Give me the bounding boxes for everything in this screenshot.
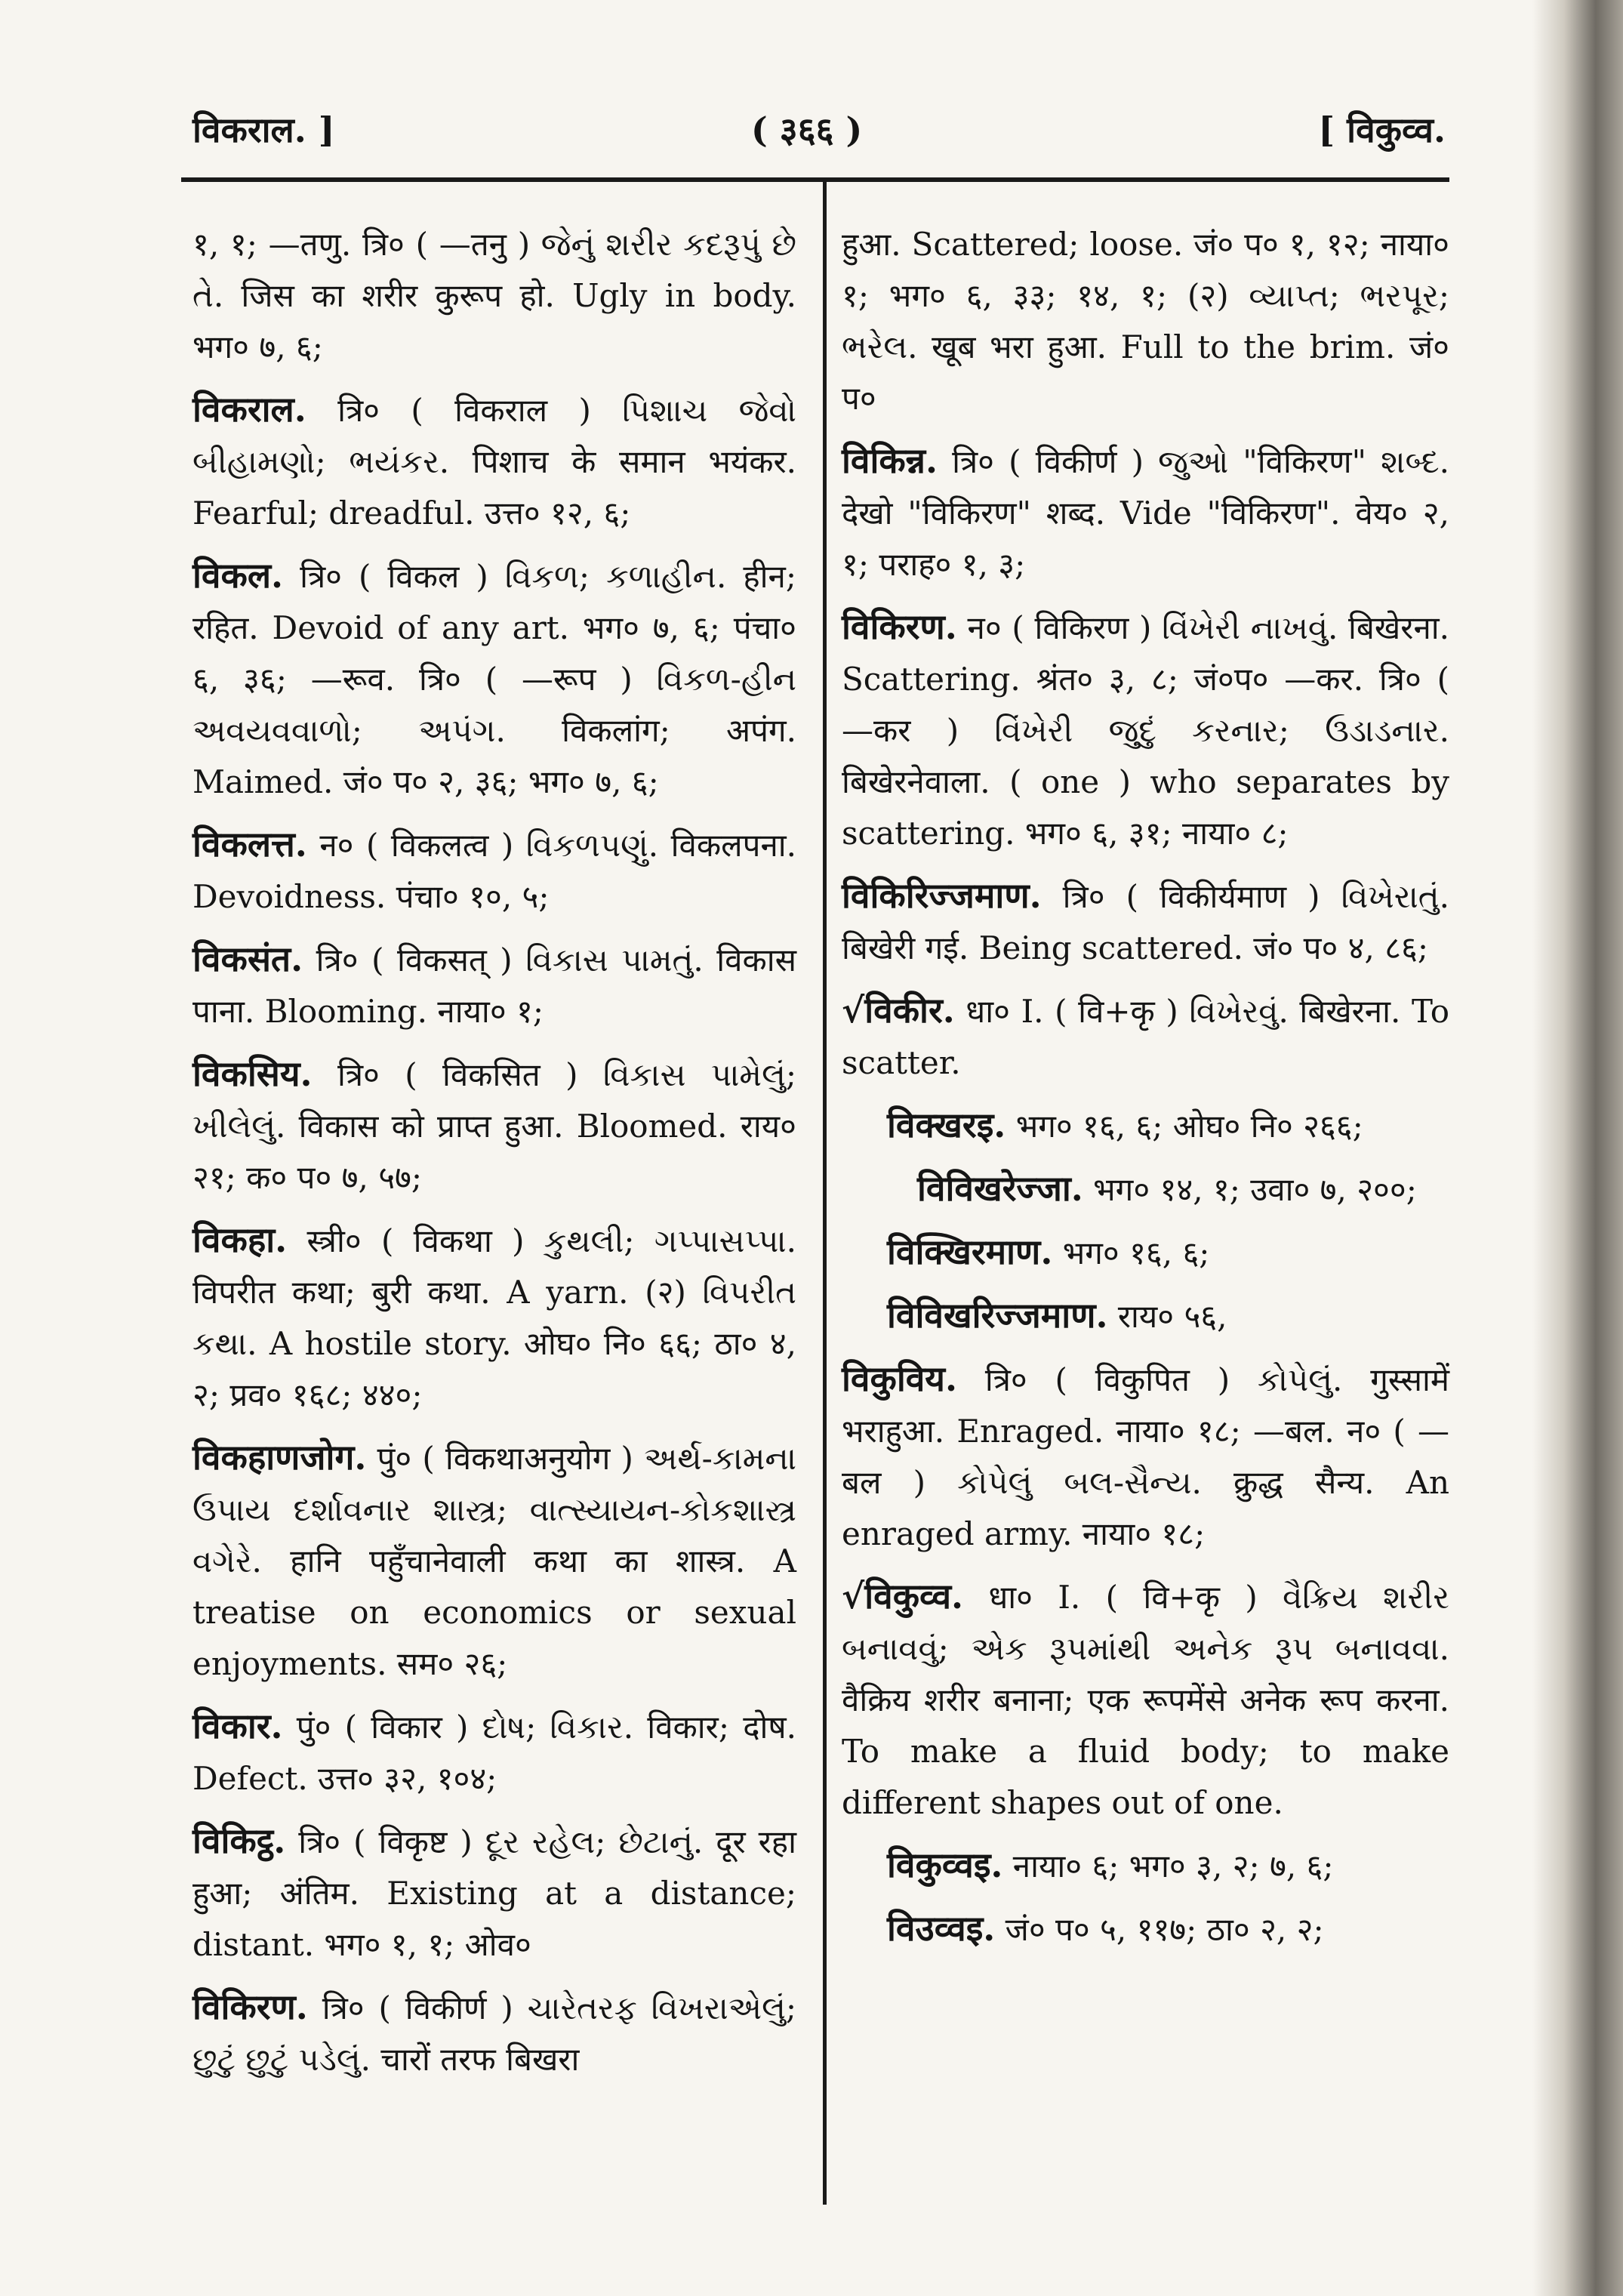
page-edge <box>1532 0 1623 2296</box>
entry-headword: विकसंत. <box>192 938 303 979</box>
entry-headword: विविखरिज्जमाण. <box>887 1295 1108 1336</box>
entry-headword: विकिरिज्जमाण. <box>842 875 1042 916</box>
entry-text: त्रि० ( विकीर्ण ) ચારેતરફ વિખરાએલું; છુટું છુટું પડેલું. चारों तरफ बिखरा <box>192 1989 796 2078</box>
entry-headword: विकसिय. <box>192 1053 313 1094</box>
entry-headword: √विकुव्व. <box>842 1576 964 1616</box>
entry-text: त्रि० ( विकसित ) વિકાસ પામેલું; ખીલેલું. विकास को प्राप्त हुआ. Bloomed. राय० २१; क० प० ७, ५७; <box>192 1056 796 1196</box>
header-first-word: विकराल. ] <box>192 109 335 150</box>
entry-text: त्रि० ( विकीर्यमाण ) વિખેરાતું. बिखेरी गई. Being scattered. जं० प० ४, ८६; <box>842 878 1450 966</box>
dictionary-subentry <box>842 1099 1449 1152</box>
entry-headword: विकलत्त. <box>192 824 307 864</box>
entry-text: स्त्री० ( विकथा ) કુથલી; ગપ્પાસપ્પા. विपरीत कथा; बुरी कथा. A yarn. (२) વિપરીત કથા. A hostile story. ओघ० नि० ६६; ठा० ४, २; प्रव० १६८; ४४०; <box>192 1222 796 1413</box>
entry-headword: विकिट्ठ. <box>192 1820 286 1861</box>
entry-headword: विक्खरइ. <box>887 1105 1006 1145</box>
dictionary-entry <box>192 1815 796 1971</box>
entry-text: भग० १६, ६; ओघ० नि० २६६; <box>1015 1108 1363 1145</box>
dictionary-subentry <box>842 1226 1449 1279</box>
entry-text: भग० १६, ६; <box>1062 1234 1210 1271</box>
dictionary-entry <box>192 384 796 539</box>
dictionary-subentry <box>842 1163 1449 1216</box>
dictionary-entry <box>192 1700 796 1804</box>
entry-text: १, १; —तणु. त्रि० ( —तनु ) જેનું શરીર કદરૂપું છે તે. जिस का शरीर कुरूप हो. Ugly in body. भग० ७, ६; <box>192 226 796 365</box>
entry-text: त्रि० ( विकुपित ) કોપેલું. गुस्सामें भराहुआ. Enraged. नाया० १८; —बल. न० ( —बल ) કોપેલું બલ-સૈન્ય. क्रुद्ध सैन्य. An enraged army. नाया० १८; <box>842 1361 1449 1552</box>
entry-text: जं० प० ५, ११७; ठा० २, २; <box>1005 1911 1324 1948</box>
entry-headword: विकिरण. <box>192 1986 308 2027</box>
dictionary-entry <box>192 1214 796 1421</box>
entry-headword: विकल. <box>192 555 284 596</box>
entry-headword: विकिन्न. <box>842 440 938 481</box>
left-column <box>192 219 796 2096</box>
entry-text: हुआ. Scattered; loose. जं० प० १, १२; नाया० १; भग० ६, ३३; १४, १; (२) વ્યાપ્ત; ભરપૂર; ભરેલ. खूब भरा हुआ. Full to the brim. जं० प० <box>842 226 1449 417</box>
dictionary-subentry <box>842 1839 1449 1892</box>
dictionary-entry <box>842 985 1449 1089</box>
entry-headword: विक्खिरमाण. <box>887 1231 1053 1272</box>
entry-headword: विकुव्वइ. <box>887 1845 1003 1885</box>
dictionary-entry <box>192 933 796 1037</box>
dictionary-entry <box>192 818 796 923</box>
dictionary-entry <box>192 219 796 373</box>
entry-text: पुं० ( विकार ) દોષ; વિકાર. विकार; दोष. Defect. उत्त० ३२, १०४; <box>192 1709 797 1797</box>
entry-text: पुं० ( विकथाअनुयोग ) અર્થ-કામના ઉપાય દર્શાવનાર શાસ્ત્ર; વાત્સ્યાયન-કોકશાસ્ત્ર વગેરે. हानि पहुँचानेवाली कथा का शास्त्र. A treatise on economics or sexual enjoyments. सम० २६; <box>192 1440 796 1682</box>
dictionary-entry <box>192 1981 796 2085</box>
dictionary-entry <box>842 601 1449 859</box>
entry-text: भग० १४, १; उवा० ७, २००; <box>1093 1171 1417 1208</box>
dictionary-subentry <box>842 1290 1449 1342</box>
dictionary-entry <box>842 1353 1449 1560</box>
entry-headword: विकराल. <box>192 389 306 430</box>
entry-text: न० ( विकिरण ) વિંખેરી નાખવું. बिखेरना. Scattering. श्रंत० ३, ८; जं०प० —कर. त्रि० ( —कर ) વિંખેરી જુદું કરનાર; ઉડાડનાર. बिखेरनेवाला. ( one ) who separates by scattering. भग० ६, ३१; नाया० ८; <box>842 609 1449 852</box>
dictionary-entry <box>192 1432 796 1690</box>
entry-headword: √विकीर. <box>842 990 955 1031</box>
entry-text: धा० I. ( वि+कृ ) વિખેરવું. बिखेरना. To scatter. <box>842 993 1449 1081</box>
entry-text: त्रि० ( विकीर्ण ) જુઓ "विकिरण" શબ્દ. देखो "विकिरण" शब्द. Vide "विकिरण". वेय० २, १; पराह० १, ३; <box>842 443 1449 583</box>
entry-text: त्रि० ( विकसत् ) વિકાસ પામતું. विकास पाना. Blooming. नाया० १; <box>192 942 796 1030</box>
entry-text: धा० I. ( वि+कृ ) વૈક્રિય શરીર બનાવવું; એક રૂપમાંથી અનેક રૂપ બનાવવા. वैक्रिय शरीर बनाना; एक रूपमेंसे अनेक रूप करना. To make a fluid body; to make different shapes out of one. <box>842 1579 1449 1821</box>
entry-headword: विविखरेज्जा. <box>917 1168 1083 1209</box>
entry-headword: विकिरण. <box>842 606 957 647</box>
dictionary-entry <box>842 1570 1449 1829</box>
right-column <box>842 219 1449 1966</box>
dictionary-entry <box>842 435 1449 590</box>
header-last-word: [ विकुव्व. <box>1318 109 1446 150</box>
entry-text: त्रि० ( विकराल ) પિશાચ જેવો બીહામણો; ભયંકર. पिशाच के समान भयंकर. Fearful; dreadful. उत्त० १२, ६; <box>192 392 796 532</box>
dictionary-entry <box>842 870 1449 974</box>
entry-text: त्रि० ( विकल ) વિકળ; કળાહીન. हीन; रहित. Devoid of any art. भग० ७, ६; पंचा० ६, ३६; —रूव. त्रि० ( —रूप ) વિકળ-હીન અવયવવાળો; અપંગ. विकलांग; अपंग. Maimed. जं० प० २, ३६; भग० ७, ६; <box>192 558 796 800</box>
entry-headword: विकहाणजोग. <box>192 1437 367 1478</box>
page-number: ( ३६६ ) <box>751 109 863 150</box>
dictionary-entry <box>192 550 796 808</box>
dictionary-entry <box>842 219 1449 424</box>
page-header <box>192 106 1446 174</box>
entry-text: न० ( विकलत्व ) વિકળપણું. विकलपना. Devoidness. पंचा० १०, ५; <box>192 827 796 915</box>
dictionary-entry <box>192 1048 796 1203</box>
entry-text: त्रि० ( विकृष्ट ) દૂર રહેલ; છેટાનું. दूर रहा हुआ; अंतिम. Existing at a distance; distant. भग० १, १; ओव० <box>192 1823 796 1963</box>
dictionary-subentry <box>842 1903 1449 1955</box>
header-rule <box>181 177 1449 182</box>
entry-text: नाया० ६; भग० ३, २; ७, ६; <box>1012 1848 1334 1885</box>
entry-headword: विकार. <box>192 1706 283 1746</box>
column-divider <box>823 181 827 2205</box>
entry-headword: विकुविय. <box>842 1358 958 1399</box>
entry-text: राय० ५६, <box>1117 1298 1227 1335</box>
entry-headword: विउव्वइ. <box>887 1908 996 1949</box>
entry-headword: विकहा. <box>192 1219 288 1260</box>
